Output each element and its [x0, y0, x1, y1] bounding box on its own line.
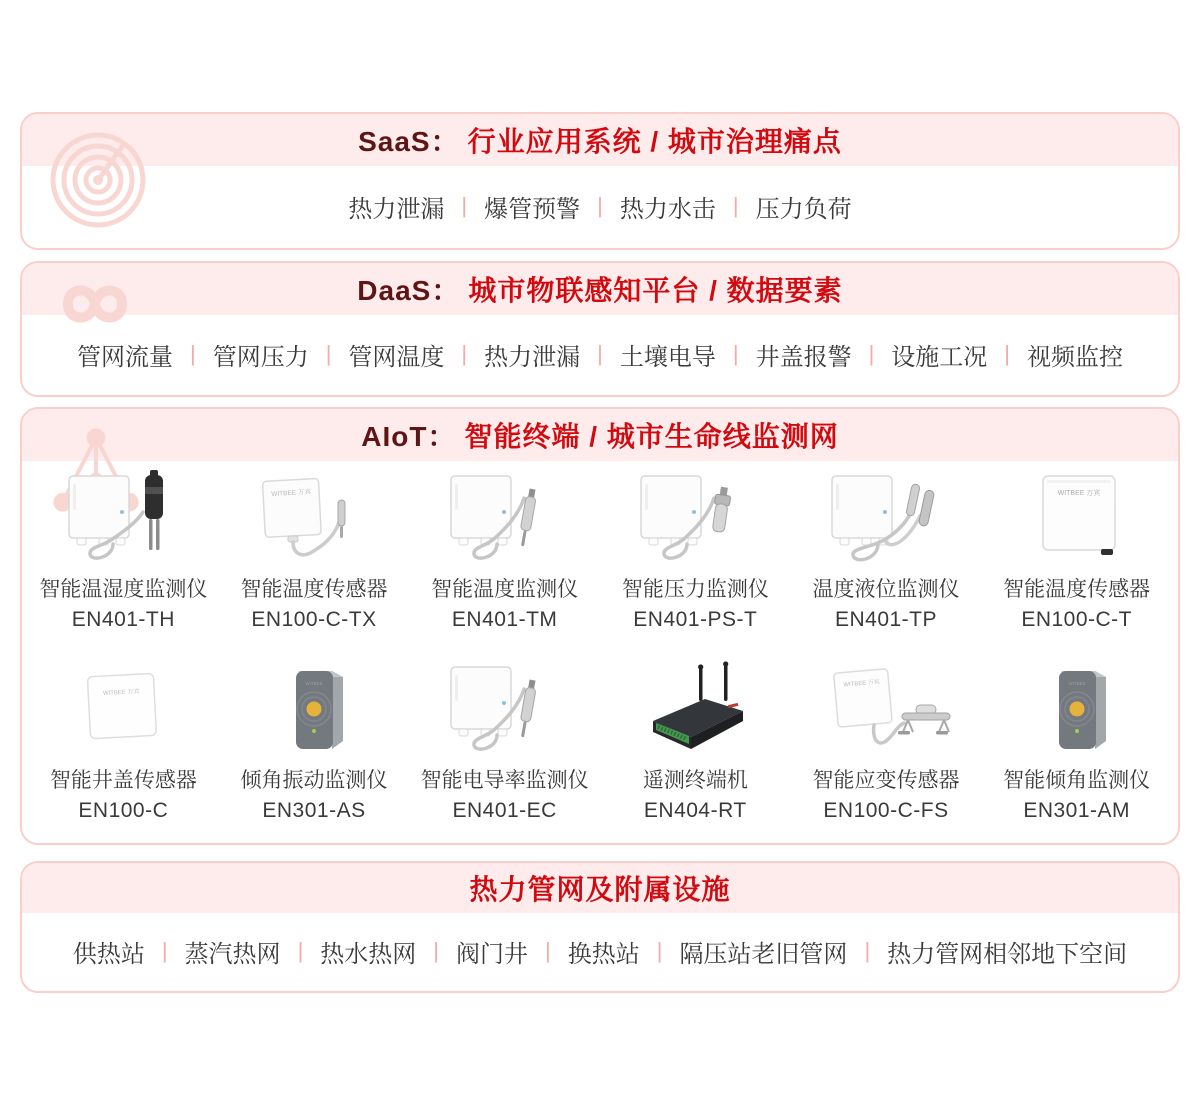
item-label: 热力泄漏: [484, 343, 581, 371]
temperature-sensor-image: [1007, 469, 1147, 571]
tilt-monitor-image: [1007, 660, 1147, 762]
pressure-monitor-image: [625, 469, 765, 571]
item-divider: |: [732, 341, 739, 366]
device-name: 智能温度传感器: [240, 578, 388, 601]
item-divider: |: [868, 341, 875, 366]
section-daas-title: [357, 269, 842, 309]
device-model: EN401-TH: [71, 608, 175, 631]
svg-text:WITBEE 万宾: WITBEE 万宾: [1057, 490, 1101, 497]
item-label: 阀门井: [456, 940, 528, 968]
item-label: 井盖报警: [755, 343, 852, 371]
device-model: EN301-AS: [262, 799, 366, 822]
temperature-sensor-image: [244, 469, 384, 571]
section-daas: [20, 261, 1180, 397]
device-model: EN301-AM: [1023, 799, 1131, 822]
device-card: [600, 660, 791, 823]
item-label: 设施工况: [891, 343, 988, 371]
item-divider: |: [461, 193, 468, 218]
device-card: [791, 469, 982, 632]
device-card: [409, 660, 600, 823]
conductivity-monitor-image: [435, 660, 575, 762]
device-name: 智能倾角监测仪: [1003, 769, 1151, 792]
device-model: EN401-TM: [451, 608, 558, 631]
section-daas-title-prefix: DaaS：: [357, 275, 461, 306]
device-grid: [22, 461, 1178, 823]
item-divider: |: [189, 341, 196, 366]
device-name: 智能温度传感器: [1003, 578, 1151, 601]
section-daas-header: [22, 263, 1178, 315]
item-divider: |: [1004, 341, 1011, 366]
manhole-cover-sensor-image: [53, 660, 193, 762]
pipeline-items-row: [22, 913, 1178, 989]
svg-text:WITBEE 万宾: WITBEE 万宾: [103, 689, 141, 698]
item-divider: |: [732, 193, 739, 218]
device-card: [981, 469, 1172, 632]
item-divider: |: [461, 341, 468, 366]
item-label: 换热站: [567, 940, 640, 968]
device-card: [791, 660, 982, 823]
device-name: 智能电导率监测仪: [420, 769, 589, 792]
device-model: EN100-C-FS: [823, 799, 949, 822]
item-label: 压力负荷: [755, 195, 852, 223]
device-card: [28, 660, 219, 823]
device-model: EN401-EC: [452, 799, 557, 822]
item-label: 土壤电导: [619, 343, 716, 371]
item-divider: |: [545, 938, 551, 963]
device-card: [981, 660, 1172, 823]
svg-text:WITBEE: WITBEE: [305, 681, 323, 686]
device-name: 智能压力监测仪: [621, 578, 769, 601]
item-label: 管网温度: [348, 343, 445, 371]
device-name: 倾角振动监测仪: [240, 769, 388, 792]
item-divider: |: [597, 193, 603, 218]
daas-items-row: [22, 315, 1178, 393]
item-label: 热力管网相邻地下空间: [887, 940, 1128, 968]
item-label: 热水热网: [320, 940, 417, 968]
item-label: 视频监控: [1027, 343, 1124, 371]
svg-text:WITBEE 万宾: WITBEE 万宾: [843, 679, 881, 689]
item-label: 热力水击: [619, 195, 716, 223]
device-name: 遥测终端机: [642, 769, 748, 792]
item-label: 热力泄漏: [348, 195, 445, 223]
device-name: 智能应变传感器: [812, 769, 960, 792]
item-label: 管网压力: [212, 343, 309, 371]
item-label: 爆管预警: [484, 195, 581, 223]
device-name: 智能温湿度监测仪: [39, 578, 208, 601]
device-card: [600, 469, 791, 632]
device-model: EN401-TP: [834, 608, 938, 631]
device-card: [219, 660, 410, 823]
device-name: 智能井盖传感器: [49, 769, 197, 792]
device-card: [219, 469, 410, 632]
device-model: EN100-C-TX: [251, 608, 377, 631]
item-divider: |: [297, 938, 304, 963]
device-card: [409, 469, 600, 632]
section-saas-title-text: 行业应用系统 / 城市治理痛点: [467, 126, 842, 157]
temp-level-monitor-image: [816, 469, 956, 571]
section-saas-title: [358, 120, 842, 160]
item-divider: |: [161, 938, 168, 963]
device-model: EN100-C-T: [1021, 608, 1133, 631]
device-model: EN100-C: [78, 799, 169, 822]
svg-text:WITBEE 万宾: WITBEE 万宾: [271, 488, 312, 498]
device-model: EN404-RT: [643, 799, 747, 822]
section-pipeline: [20, 861, 1180, 993]
device-name: 温度液位监测仪: [812, 578, 960, 601]
item-divider: |: [433, 938, 439, 963]
device-card: [28, 469, 219, 632]
section-aiot-title: [361, 415, 839, 455]
svg-text:WITBEE: WITBEE: [1068, 681, 1086, 686]
section-saas: [20, 112, 1180, 250]
telemetry-terminal-image: [625, 660, 765, 762]
item-divider: |: [656, 938, 663, 963]
section-aiot-title-prefix: AIoT：: [361, 421, 457, 452]
section-aiot-header: [22, 409, 1178, 461]
saas-items-row: [22, 166, 1178, 246]
temp-humidity-monitor-image: [53, 469, 193, 571]
section-saas-title-prefix: SaaS：: [358, 126, 460, 157]
strain-sensor-image: [816, 660, 956, 762]
item-divider: |: [597, 341, 603, 366]
item-label: 隔压站老旧管网: [679, 940, 848, 968]
section-aiot-title-text: 智能终端 / 城市生命线监测网: [464, 421, 839, 452]
section-saas-header: [22, 114, 1178, 166]
section-daas-title-text: 城市物联感知平台 / 数据要素: [468, 275, 843, 306]
device-model: EN401-PS-T: [633, 608, 758, 631]
item-divider: |: [325, 341, 332, 366]
item-label: 蒸汽热网: [184, 940, 281, 968]
item-label: 管网流量: [76, 343, 173, 371]
device-name: 智能温度监测仪: [431, 578, 579, 601]
temperature-monitor-image: [435, 469, 575, 571]
section-pipeline-title: 热力管网及附属设施: [469, 874, 731, 905]
section-pipeline-header: [22, 863, 1178, 913]
item-divider: |: [864, 938, 871, 963]
section-aiot: [20, 407, 1180, 845]
tilt-vibration-monitor-image: [244, 660, 384, 762]
item-label: 供热站: [72, 940, 145, 968]
